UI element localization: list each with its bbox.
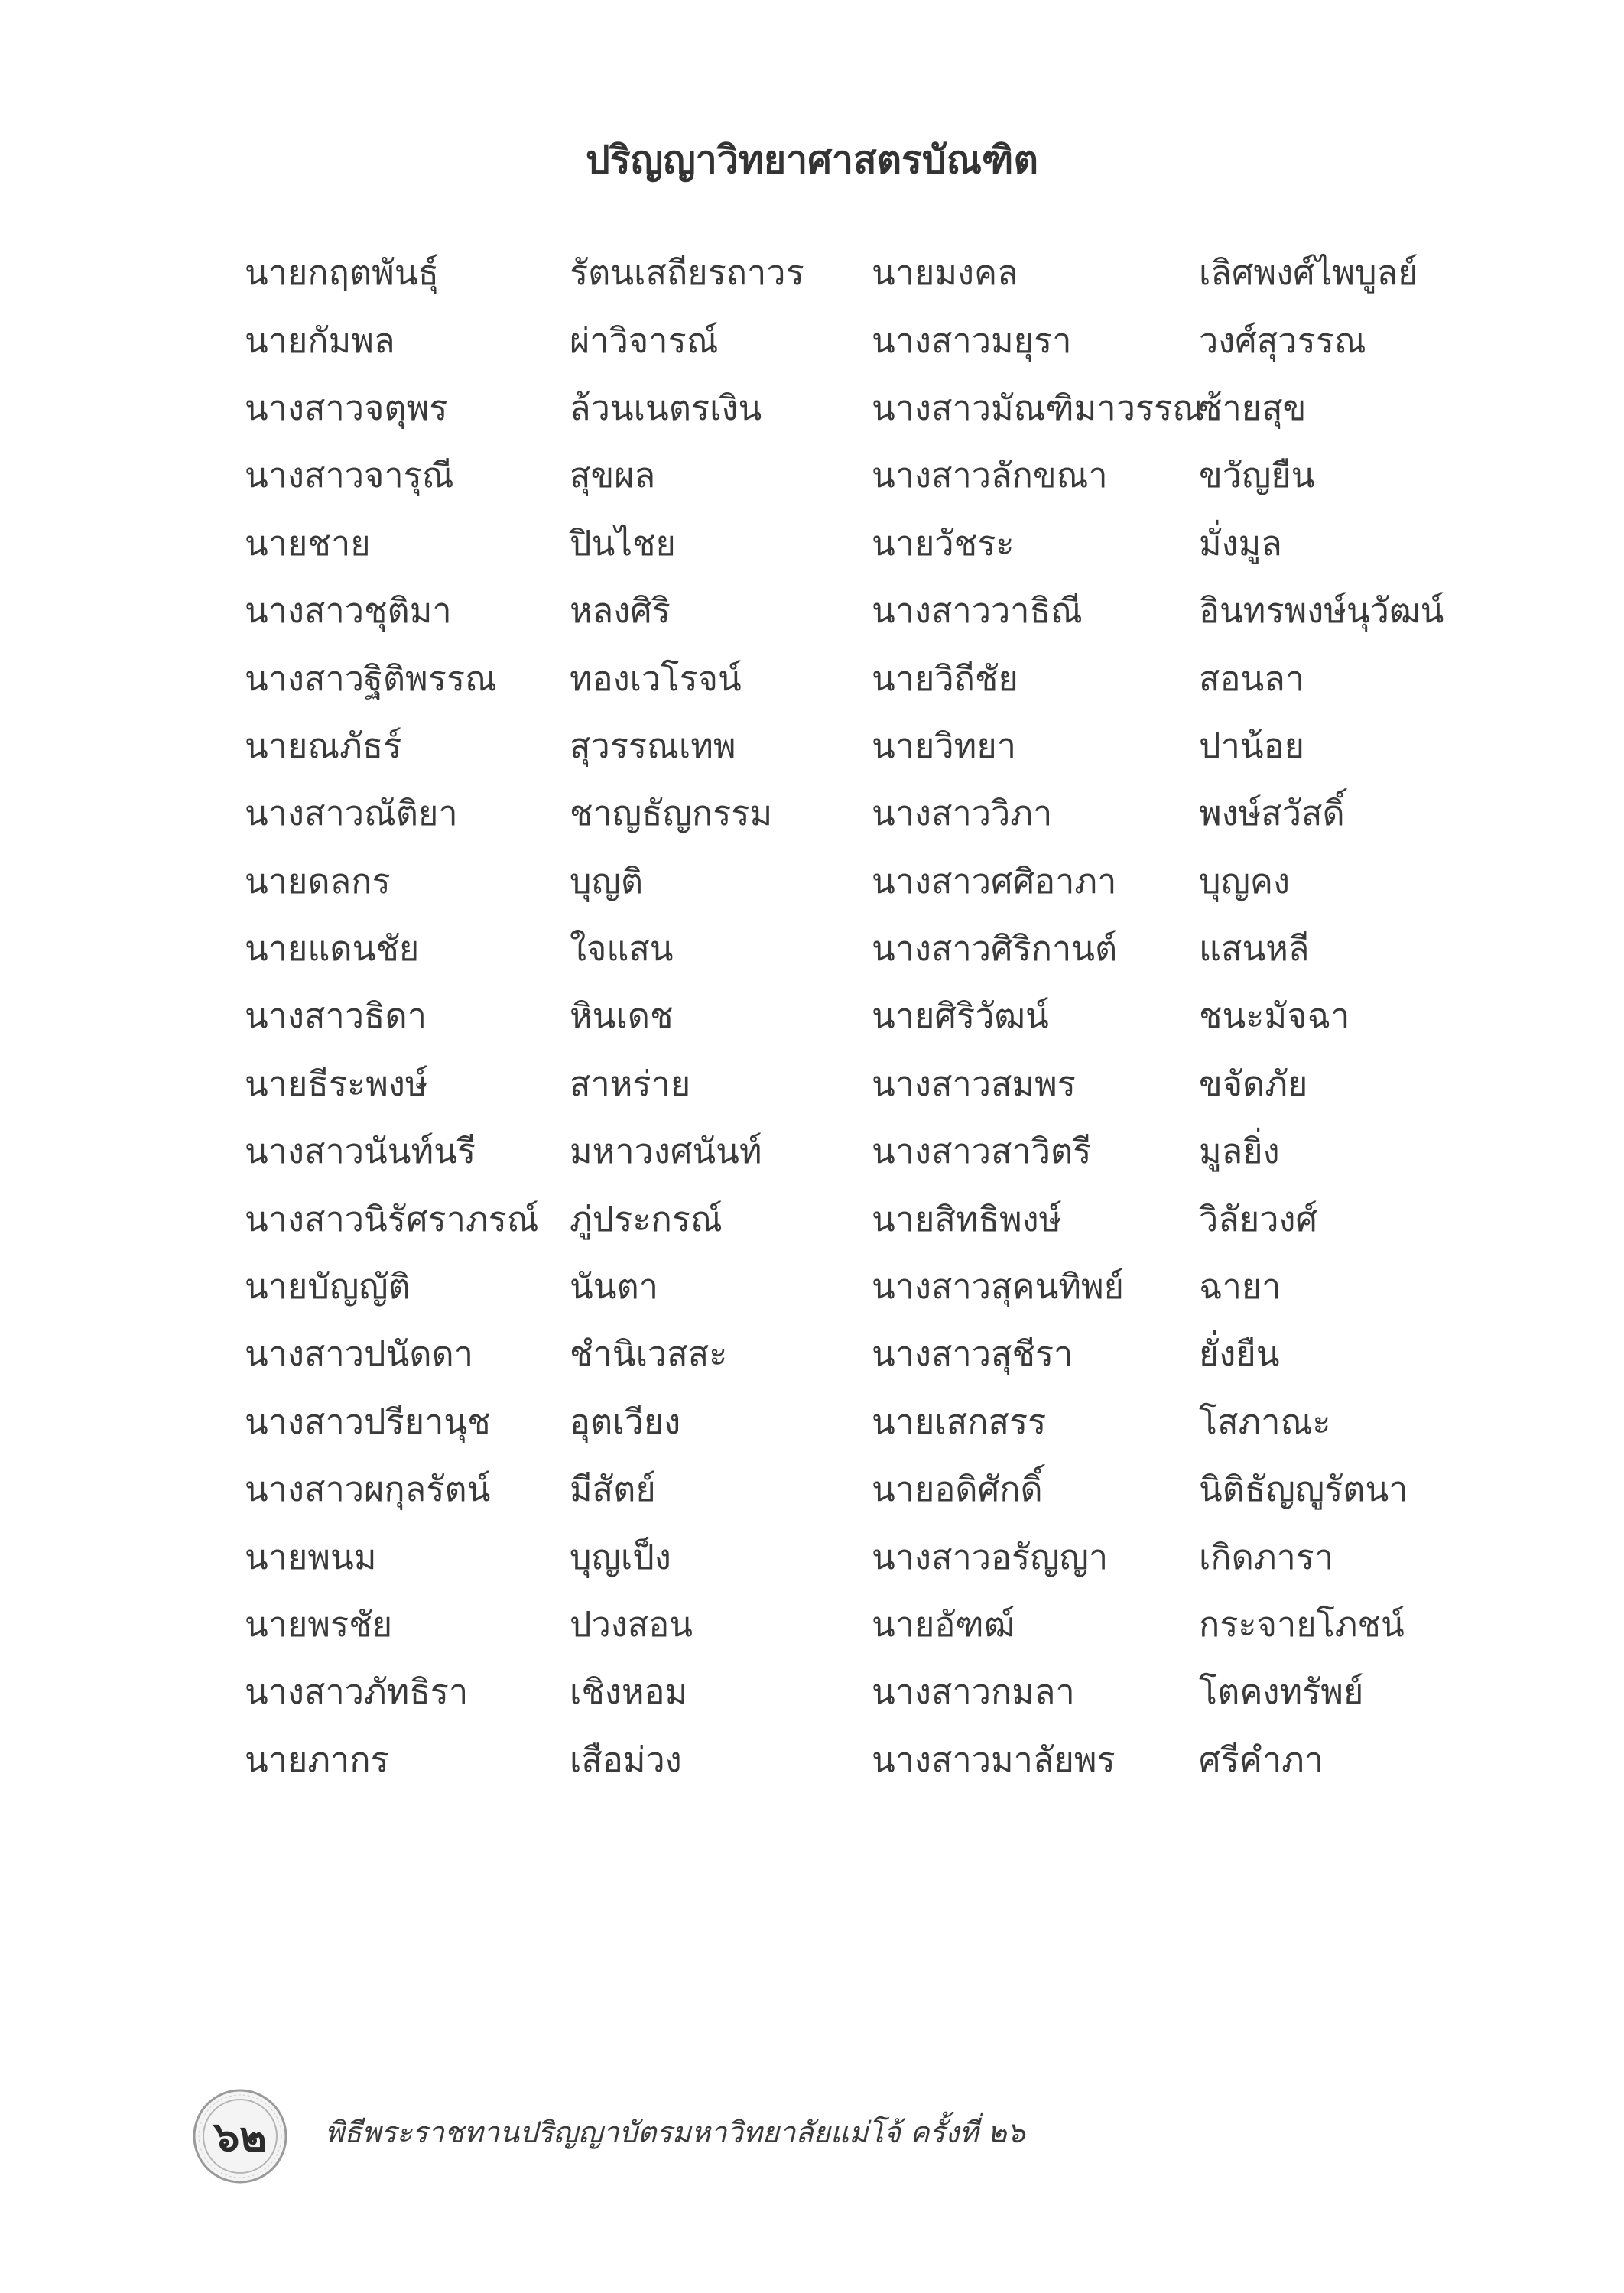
university-seal: [191, 2087, 289, 2185]
graduate-row: [245, 441, 1422, 508]
graduate-last-name: เลิศพงศ์ไพบูลย์: [1199, 252, 1418, 294]
graduate-first-name: นายศิริวัฒน์: [872, 995, 1049, 1037]
graduate-last-name: เสือม่วง: [570, 1739, 682, 1780]
graduate-last-name: บุญติ: [570, 860, 644, 901]
graduate-first-name: นายกัมพล: [245, 320, 395, 361]
graduate-first-name: นายแดนชัย: [245, 928, 420, 969]
page-number: ๖๒: [213, 2113, 267, 2161]
graduate-last-name: วงศ์สุวรรณ: [1199, 320, 1366, 361]
graduate-last-name: บุญคง: [1199, 860, 1290, 901]
graduate-last-name: บุญเป็ง: [570, 1536, 671, 1577]
graduate-row: [245, 1590, 1422, 1658]
graduate-last-name: พงษ์สวัสดิ์: [1199, 793, 1345, 834]
graduate-first-name: นายวิทยา: [872, 725, 1016, 766]
graduate-first-name: นายกฤตพันธุ์: [245, 252, 440, 294]
graduate-row: [245, 847, 1422, 914]
graduate-last-name: มั่งมูล: [1199, 522, 1282, 564]
graduate-last-name: ชำนิเวสสะ: [570, 1333, 728, 1375]
graduate-first-name: นางสาวลักขณา: [872, 455, 1108, 496]
graduate-first-name: นางสาวชุติมา: [245, 590, 452, 632]
graduate-last-name: มีสัตย์: [570, 1469, 656, 1510]
graduate-last-name: ยั่งยืน: [1199, 1333, 1280, 1375]
graduate-first-name: นางสาวสาวิตรี: [872, 1131, 1092, 1172]
graduate-row: [245, 779, 1422, 846]
graduate-first-name: นายเสกสรร: [872, 1401, 1047, 1442]
graduate-first-name: นางสาวนิรัศราภรณ์: [245, 1198, 539, 1239]
graduate-last-name: โตคงทรัพย์: [1199, 1671, 1364, 1713]
graduate-last-name: นันตา: [570, 1266, 659, 1307]
graduate-row: [245, 1252, 1422, 1320]
graduate-first-name: นางสาวผกุลรัตน์: [245, 1469, 491, 1510]
graduate-last-name: นิติธัญญูรัตนา: [1199, 1469, 1408, 1510]
graduate-first-name: นางสาวกมลา: [872, 1671, 1075, 1713]
graduate-row: [245, 982, 1422, 1049]
graduate-row: [245, 1050, 1422, 1117]
graduate-list: [245, 239, 1444, 1793]
footer-ceremony-text: พิธีพระราชทานปริญญาบัตรมหาวิทยาลัยแม่โจ้ ครั้งที่ ๒๖: [325, 2116, 1025, 2149]
graduate-row: [245, 306, 1422, 373]
graduate-first-name: นายอัฑฒ์: [872, 1604, 1015, 1645]
graduate-row: [245, 1388, 1422, 1455]
graduate-last-name: ชนะมัจฉา: [1199, 995, 1350, 1037]
graduate-row: [245, 1455, 1422, 1522]
graduate-first-name: นางสาวธิดา: [245, 995, 427, 1037]
graduate-last-name: โสภาณะ: [1199, 1401, 1331, 1442]
graduate-first-name: นางสาวอรัญญา: [872, 1536, 1109, 1577]
graduate-first-name: นางสาวจารุณี: [245, 455, 454, 496]
graduate-first-name: นางสาวปรียานุช: [245, 1401, 491, 1442]
graduate-last-name: เกิดภารา: [1199, 1536, 1334, 1577]
graduate-first-name: นางสาวนันท์นรี: [245, 1131, 476, 1172]
graduate-first-name: นายวิถีชัย: [872, 658, 1018, 699]
graduate-last-name: มูลยิ่ง: [1199, 1131, 1280, 1172]
graduate-last-name: อินทรพงษ์นุวัฒน์: [1199, 590, 1444, 632]
graduate-last-name: รัตนเสถียรถาวร: [570, 252, 804, 294]
graduate-row: [245, 1320, 1422, 1387]
graduate-first-name: นางสาวมัณฑิมาวรรณ: [872, 387, 1205, 428]
graduate-row: [245, 239, 1422, 306]
graduate-last-name: หินเดช: [570, 995, 674, 1037]
graduate-last-name: ฉายา: [1199, 1266, 1281, 1307]
graduate-first-name: นายบัญญัติ: [245, 1266, 411, 1307]
graduate-last-name: สุขผล: [570, 455, 656, 496]
graduate-first-name: นางสาวสุชีรา: [872, 1333, 1073, 1375]
graduate-first-name: นายณภัธร์: [245, 725, 402, 766]
graduate-last-name: ขวัญยืน: [1199, 455, 1315, 496]
graduate-first-name: นายชาย: [245, 522, 371, 564]
graduate-first-name: นายพนม: [245, 1536, 377, 1577]
graduate-first-name: นางสาวสมพร: [872, 1063, 1076, 1104]
graduate-last-name: ชาญธัญกรรม: [570, 793, 773, 834]
graduate-row: [245, 1117, 1422, 1184]
graduate-row: [245, 1184, 1422, 1252]
graduate-last-name: ล้วนเนตรเงิน: [570, 387, 762, 428]
graduate-first-name: นายภากร: [245, 1739, 389, 1780]
graduate-first-name: นางสาวมาลัยพร: [872, 1739, 1116, 1780]
graduate-first-name: นายมงคล: [872, 252, 1018, 294]
graduate-last-name: กระจายโภชน์: [1199, 1604, 1405, 1645]
graduate-row: [245, 1658, 1422, 1725]
graduate-last-name: ปินไชย: [570, 522, 676, 564]
graduate-last-name: ปวงสอน: [570, 1604, 693, 1645]
graduate-last-name: เชิงหอม: [570, 1671, 688, 1713]
graduate-first-name: นายสิทธิพงษ์: [872, 1198, 1062, 1239]
graduate-row: [245, 1522, 1422, 1590]
graduate-row: [245, 644, 1422, 711]
graduate-row: [245, 374, 1422, 441]
graduate-first-name: นายวัชระ: [872, 522, 1015, 564]
graduate-last-name: หลงศิริ: [570, 590, 671, 632]
graduate-first-name: นายอดิศักดิ์: [872, 1469, 1043, 1510]
graduate-last-name: ผ่าวิจารณ์: [570, 320, 719, 361]
graduate-first-name: นางสาวศิริกานต์: [872, 928, 1118, 969]
graduate-last-name: สุวรรณเทพ: [570, 725, 736, 766]
graduate-first-name: นายดลกร: [245, 860, 391, 901]
graduate-first-name: นายพรชัย: [245, 1604, 393, 1645]
graduate-last-name: วิลัยวงศ์: [1199, 1198, 1318, 1239]
graduate-row: [245, 914, 1422, 982]
graduate-last-name: อุตเวียง: [570, 1401, 681, 1442]
graduate-row: [245, 712, 1422, 779]
graduate-row: [245, 1726, 1422, 1793]
graduate-row: [245, 509, 1422, 576]
graduate-first-name: นางสาววาธิณี: [872, 590, 1083, 632]
graduate-last-name: ซ้ายสุข: [1199, 387, 1307, 428]
graduate-first-name: นางสาวณัติยา: [245, 793, 458, 834]
graduate-first-name: นายธีระพงษ์: [245, 1063, 428, 1104]
graduate-first-name: นางสาวฐิติพรรณ: [245, 658, 497, 699]
graduate-first-name: นางสาวสุคนทิพย์: [872, 1266, 1125, 1307]
graduate-first-name: นางสาวภัทธิรา: [245, 1671, 469, 1713]
page-title: ปริญญาวิทยาศาสตรบัณฑิต: [585, 138, 1039, 182]
graduate-last-name: ขจัดภัย: [1199, 1063, 1308, 1104]
graduate-first-name: นางสาววิภา: [872, 793, 1053, 834]
graduate-last-name: สาหร่าย: [570, 1063, 691, 1104]
graduate-first-name: นางสาวศศิอาภา: [872, 860, 1117, 901]
graduate-last-name: แสนหลี: [1199, 928, 1310, 969]
graduate-last-name: ทองเวโรจน์: [570, 658, 742, 699]
graduate-first-name: นางสาวปนัดดา: [245, 1333, 474, 1375]
graduate-last-name: ภู่ประกรณ์: [570, 1198, 723, 1239]
graduate-first-name: นางสาวมยุรา: [872, 320, 1072, 361]
graduate-last-name: ใจแสน: [570, 928, 674, 969]
graduate-last-name: ศรีคำภา: [1199, 1739, 1324, 1780]
graduate-last-name: สอนลา: [1199, 658, 1305, 699]
graduate-last-name: มหาวงศนันท์: [570, 1131, 762, 1172]
graduate-first-name: นางสาวจตุพร: [245, 387, 448, 428]
graduate-row: [245, 576, 1444, 644]
graduate-last-name: ปาน้อย: [1199, 725, 1304, 766]
